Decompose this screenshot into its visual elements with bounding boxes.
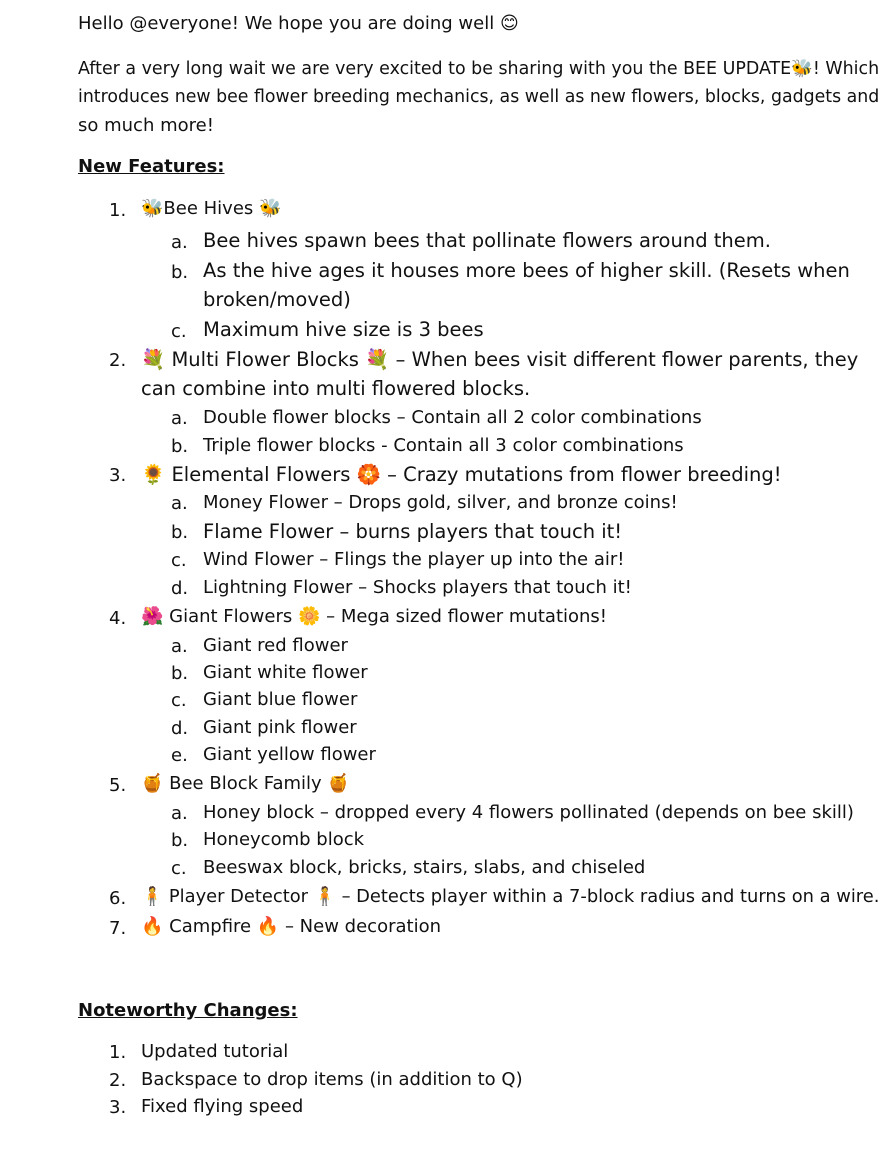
feature-number: 1. [109,200,127,221]
intro-line-1: After a very long wait we are very excited to be sharing with you the BEE UPDATE🐝! Which [78,59,880,79]
sub-item: As the hive ages it houses more bees of higher skill. (Resets when [203,259,850,282]
feature-number: 2. [109,350,127,371]
feature-number: 5. [109,775,127,796]
sub-item: Wind Flower – Flings the player up into the air! [203,549,625,570]
sub-letter: d. [171,578,189,599]
sub-letter: b. [171,663,189,684]
sub-letter: e. [171,745,188,766]
sub-item: Giant white flower [203,662,368,683]
sub-item: Triple flower blocks - Contain all 3 color combinations [203,435,684,456]
sub-letter: b. [171,522,189,543]
sub-item: Beeswax block, bricks, stairs, slabs, and chiseled [203,857,646,878]
feature-player-detector: 🧍 Player Detector 🧍 – Detects player within a 7-block radius and turns on a wire. [141,886,880,907]
noteworthy-changes-heading: Noteworthy Changes: [78,1000,298,1021]
sub-item: Giant pink flower [203,717,357,738]
sub-item: Honeycomb block [203,829,365,850]
sub-letter: c. [171,690,187,711]
feature-bee-hives: 🐝Bee Hives 🐝 [141,198,282,219]
change-item: Updated tutorial [141,1041,289,1062]
change-number: 2. [109,1070,127,1091]
feature-campfire: 🔥 Campfire 🔥 – New decoration [141,916,441,937]
sub-letter: c. [171,858,187,879]
sub-item: Bee hives spawn bees that pollinate flowers around them. [203,229,771,252]
change-item: Fixed flying speed [141,1096,304,1117]
sub-letter: a. [171,232,188,253]
sub-letter: b. [171,830,189,851]
sub-letter: a. [171,493,188,514]
sub-letter: a. [171,803,188,824]
feature-bee-block-family: 🍯 Bee Block Family 🍯 [141,773,350,794]
sub-item: Honey block – dropped every 4 flowers pollinated (depends on bee skill) [203,802,854,823]
sub-letter: b. [171,436,189,457]
sub-letter: b. [171,262,189,283]
change-item: Backspace to drop items (in addition to Q) [141,1069,523,1090]
sub-item: Lightning Flower – Shocks players that touch it! [203,577,632,598]
greeting: Hello @everyone! We hope you are doing well 😊 [78,13,519,34]
sub-letter: a. [171,636,188,657]
sub-letter: c. [171,550,187,571]
feature-multi-flower-blocks: 💐 Multi Flower Blocks 💐 – When bees visit different flower parents, they [141,348,859,371]
change-number: 1. [109,1042,127,1063]
sub-item: Giant red flower [203,635,348,656]
sub-item: Money Flower – Drops gold, silver, and bronze coins! [203,492,678,513]
intro-line-2: introduces new bee flower breeding mechanics, as well as new flowers, blocks, gadgets and [78,87,880,107]
feature-number: 6. [109,888,127,909]
sub-item: Double flower blocks – Contain all 2 color combinations [203,407,702,428]
sub-letter: d. [171,718,189,739]
feature-giant-flowers: 🌺 Giant Flowers 🌼 – Mega sized flower mutations! [141,606,608,627]
sub-item-continued: broken/moved) [203,288,351,311]
feature-number: 4. [109,608,127,629]
sub-item: Giant blue flower [203,689,358,710]
change-number: 3. [109,1097,127,1118]
feature-number: 7. [109,918,127,939]
sub-item: Giant yellow flower [203,744,376,765]
sub-letter: a. [171,408,188,429]
sub-letter: c. [171,321,187,342]
intro-line-3: so much more! [78,115,214,136]
feature-elemental-flowers: 🌻 Elemental Flowers 🏵️ – Crazy mutations from flower breeding! [141,463,782,486]
feature-number: 3. [109,465,127,486]
sub-item: Flame Flower – burns players that touch it! [203,520,623,543]
sub-item: Maximum hive size is 3 bees [203,318,484,341]
feature-continued: can combine into multi flowered blocks. [141,377,531,400]
new-features-heading: New Features: [78,156,225,177]
